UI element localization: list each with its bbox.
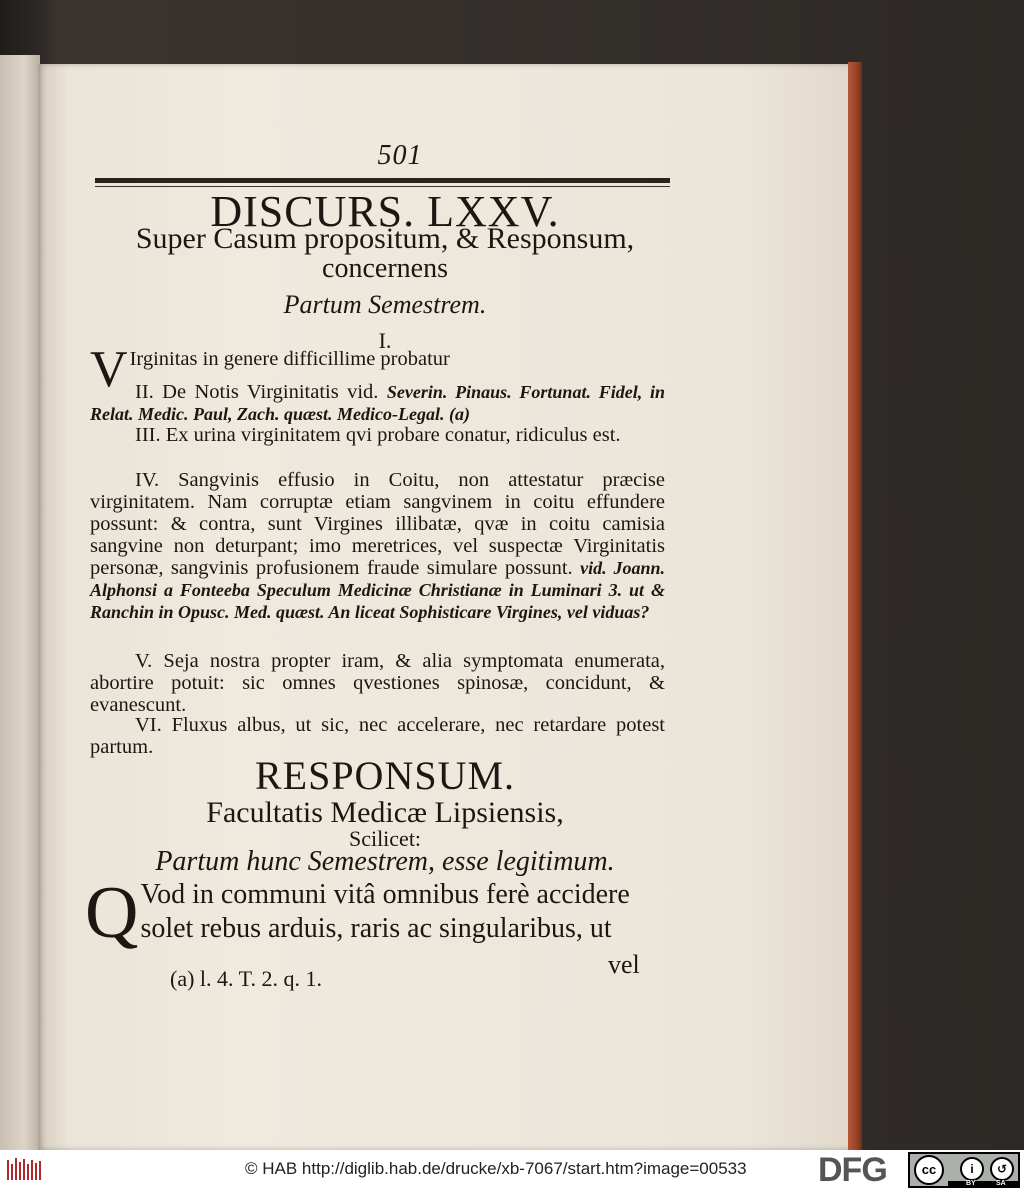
paragraph-3: III. Ex urina virginitatem qvi probare conatur, ridiculus est. [135,424,621,446]
catchword: vel [608,950,640,979]
hab-logo-icon [5,1156,45,1184]
page-number: 501 [377,140,423,171]
paragraph-1-text: Irginitas in genere difficillime probatur [129,348,450,370]
paragraph-6: VI. Fluxus albus, ut sic, nec accelerare, nec retardare potest partum. [90,714,665,758]
section-number: I. [378,328,392,353]
drop-cap-q: Q [85,872,139,954]
paragraph-4-text: IV. Sangvinis effusio in Coitu, non attestatur præcise virginitatem. Nam corruptæ etiam sangvinem in coitu effundere possunt: & contra, sunt Virgines illibatæ, qvæ in coitu camisia sangvine non deturpant; imo meretrices, vel suspectæ Virginitatis personæ, sangvinis profusionem fraude simulare possunt. [90,469,665,579]
responsum-title: RESPONSUM. [254,753,516,798]
paragraph-4-references: vid. Joann. Alphonsi a Fonteeba Speculum Medicinæ Christianæ in Luminari 3. ut & Ranchin in Opusc. Med. quæst. An liceat Sophisticare Virgines, vel viduas? [90,558,666,622]
cc-license-badge[interactable] [908,1152,1020,1188]
left-page-edge [0,55,40,1150]
paragraph-5: V. Seja nostra propter iram, & alia symptomata enumerata, abortire potuit: sic omnes qvestiones spinosæ, concidunt, & evanescunt. [90,650,665,716]
cc-label-bar [948,1181,1018,1188]
paragraph-2-references: Severin. Pinaus. Fortunat. Fidel, in Relat. Medic. Paul, Zach. quæst. Medico-Legal. (a) [90,382,666,424]
responsum-subtitle-1: Facultatis Medicæ Lipsiensis, [206,796,564,829]
copyright-link[interactable]: © HAB http://diglib.hab.de/drucke/xb-7067/start.htm?image=00533 [245,1159,747,1178]
paragraph-7 [85,872,657,954]
paragraph-4 [90,469,665,623]
cc-icon: cc [914,1155,944,1185]
paragraph-2-text: II. De Notis Virginitatis vid. [135,381,387,403]
cc-by-label: BY [966,1180,976,1187]
paragraph-2 [90,381,665,425]
header-rule [95,178,670,183]
responsum-subtitle-3: Partum hunc Semestrem, esse legitimum. [155,846,615,877]
responsum-subtitle-2: Scilicet: [348,826,422,851]
dfg-logo: DFG [818,1151,887,1189]
discourse-subtitle-3: Partum Semestrem. [283,290,487,319]
discourse-subtitle-1: Super Casum propositum, & Responsum, [135,222,635,255]
discourse-subtitle-2: concernens [322,253,448,284]
cc-sa-label: SA [996,1180,1006,1187]
paragraph-7-text: Vod in communi vitâ omnibus ferè accidere solet rebus arduis, raris ac singularibus, ut [140,879,630,944]
discourse-title: DISCURS. LXXV. [210,187,560,236]
footnote: (a) l. 4. T. 2. q. 1. [170,966,322,991]
page-edge-right [848,62,862,1150]
drop-cap-v: V [90,341,128,398]
attribution-icon: i [960,1157,984,1181]
share-alike-icon: ↺ [990,1157,1014,1181]
